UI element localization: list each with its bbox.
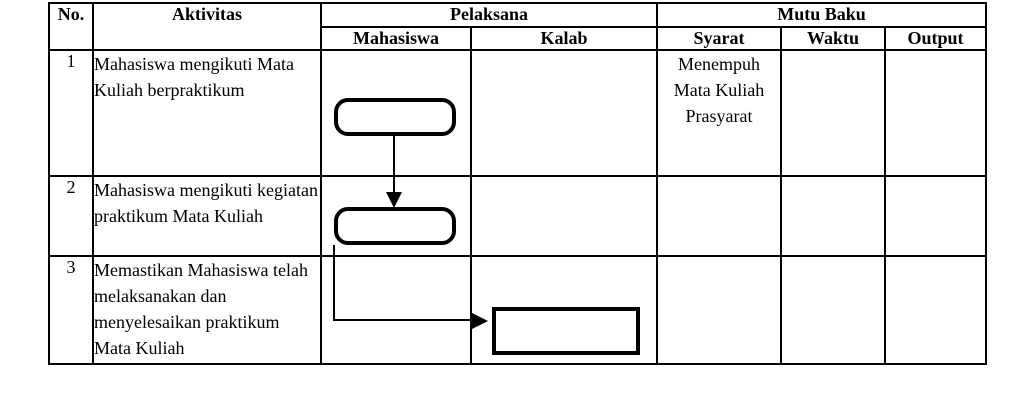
cell-syarat-3: [657, 256, 781, 364]
column-header-waktu: Waktu: [781, 27, 885, 51]
cell-no-3: 3: [49, 256, 93, 364]
column-header-no: No.: [49, 3, 93, 50]
cell-mahasiswa-2: [321, 176, 471, 256]
cell-kalab-3: [471, 256, 657, 364]
cell-output-1: [885, 50, 986, 176]
table-header-row-1: [49, 3, 986, 27]
column-header-mutu-baku: Mutu Baku: [657, 3, 986, 27]
cell-mahasiswa-3: [321, 256, 471, 364]
table-row: [49, 50, 986, 176]
cell-mahasiswa-1: [321, 50, 471, 176]
sop-table: [48, 2, 987, 365]
column-header-pelaksana: Pelaksana: [321, 3, 657, 27]
column-header-aktivitas: Aktivitas: [93, 3, 321, 50]
cell-syarat-2: [657, 176, 781, 256]
cell-output-2: [885, 176, 986, 256]
cell-waktu-1: [781, 50, 885, 176]
table-row: [49, 176, 986, 256]
cell-aktivitas-3: Memastikan Mahasiswa telah melaksanakan dan menyelesaikan praktikum Mata Kuliah: [93, 256, 321, 364]
cell-no-1: 1: [49, 50, 93, 176]
cell-kalab-2: [471, 176, 657, 256]
cell-syarat-1: Menempuh Mata Kuliah Prasyarat: [657, 50, 781, 176]
column-header-output: Output: [885, 27, 986, 51]
cell-aktivitas-2: Mahasiswa mengikuti kegiatan praktikum Mata Kuliah: [93, 176, 321, 256]
cell-waktu-3: [781, 256, 885, 364]
table-row: [49, 256, 986, 364]
cell-no-2: 2: [49, 176, 93, 256]
column-header-mahasiswa: Mahasiswa: [321, 27, 471, 51]
cell-output-3: [885, 256, 986, 364]
cell-kalab-1: [471, 50, 657, 176]
column-header-kalab: Kalab: [471, 27, 657, 51]
cell-aktivitas-1: Mahasiswa mengikuti Mata Kuliah berpraktikum: [93, 50, 321, 176]
cell-waktu-2: [781, 176, 885, 256]
column-header-syarat: Syarat: [657, 27, 781, 51]
